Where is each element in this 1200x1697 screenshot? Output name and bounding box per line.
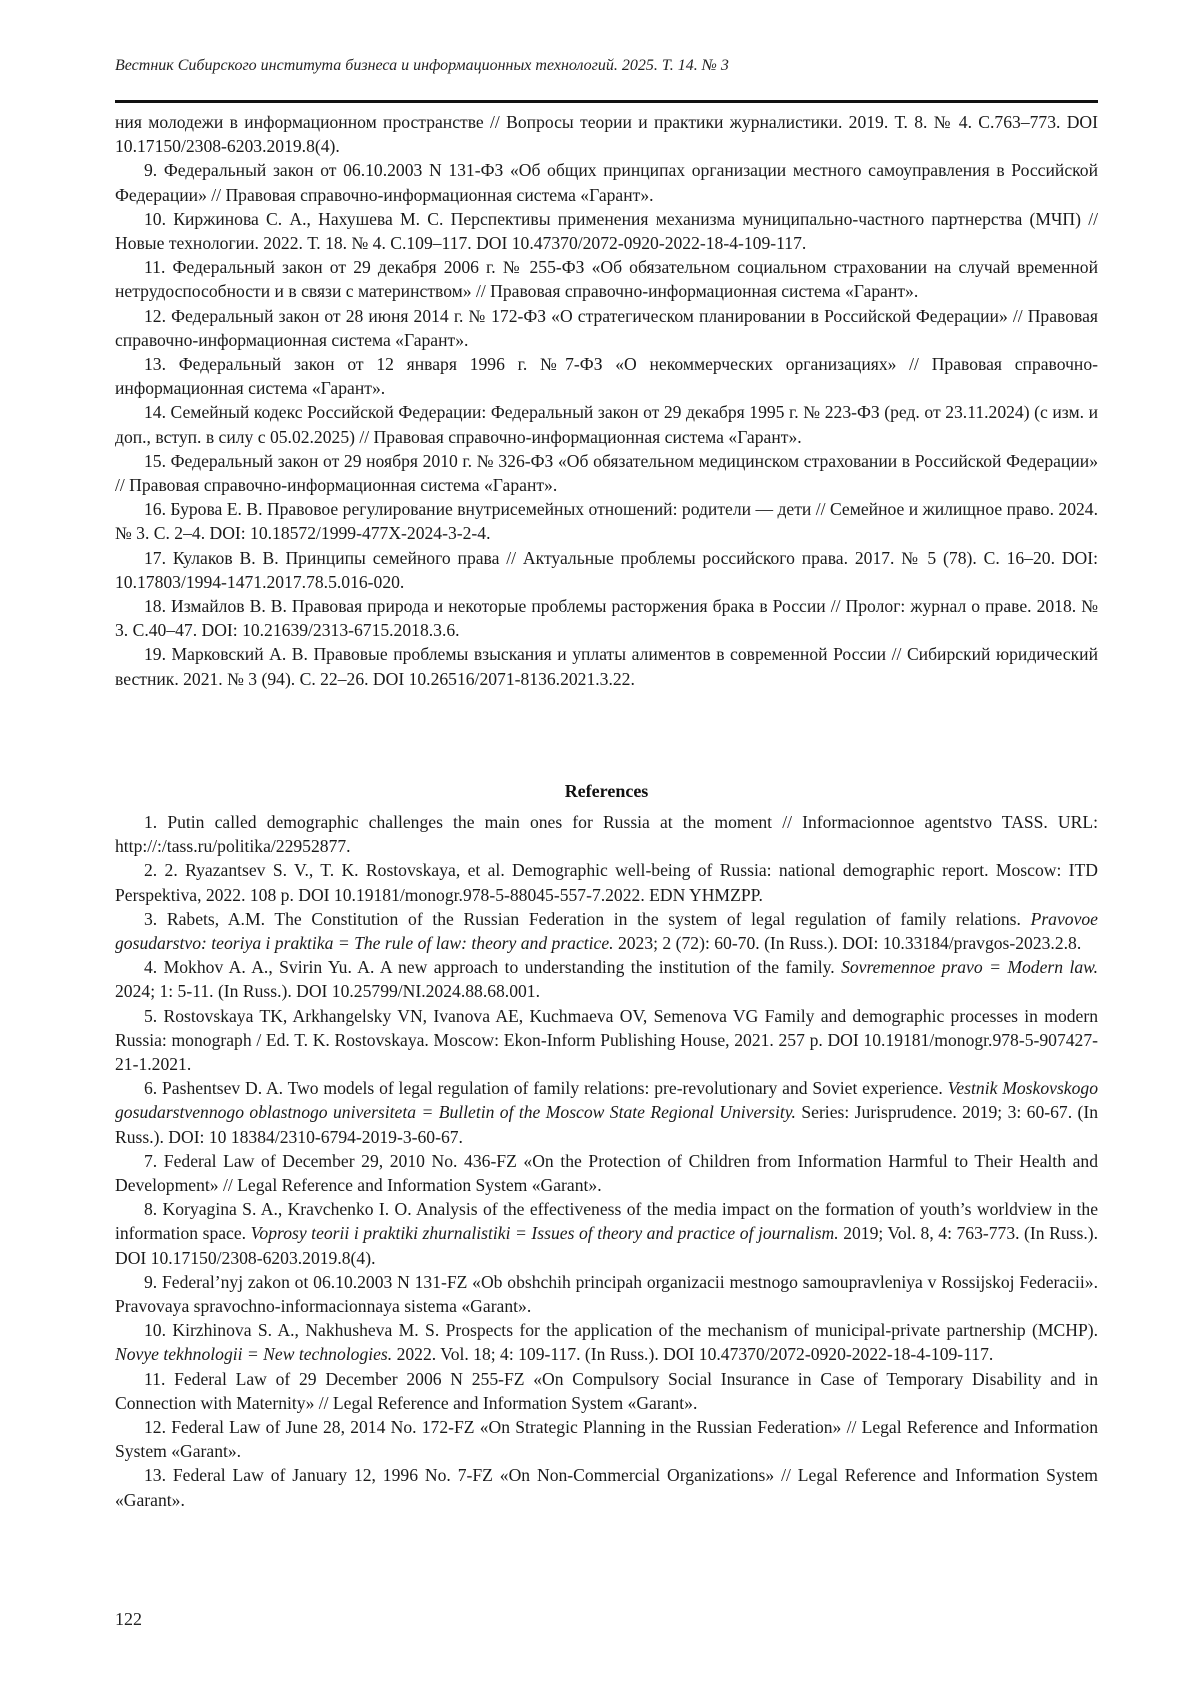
- reference-8-continuation: ния молодежи в информационном пространстве // Вопросы теории и практики журналистики. 2019. Т. 8. № 4. С.763–773. DOI 10.17150/2308-6203.2019.8(4).: [115, 110, 1098, 158]
- en-reference-6: [115, 1076, 1098, 1149]
- en-reference-2: 2. 2. Ryazantsev S. V., T. K. Rostovskaya, et al. Demographic well-being of Russia: national demographic report. Moscow: ITD Perspektiva, 2022. 108 p. DOI 10.19181/monogr.978-5-88045-557-7.2022. EDN YHMZPP.: [115, 858, 1098, 906]
- references-heading: References: [115, 781, 1098, 802]
- en-reference-4-tail: 2024; 1: 5-11. (In Russ.). DOI 10.25799/NI.2024.88.68.001.: [115, 981, 540, 1001]
- en-reference-1: 1. Putin called demographic challenges the main ones for Russia at the moment // Informacionnoe agentstvo TASS. URL: http://:/tass.ru/politika/22952877.: [115, 810, 1098, 858]
- en-reference-6-tail: Series: Jurisprudence. 2019; 3: 60-67. (In Russ.). DOI: 10 18384/2310-6794-2019-3-60-67.: [115, 1102, 1098, 1146]
- header-rule: [115, 100, 1098, 103]
- en-reference-8: [115, 1197, 1098, 1270]
- en-reference-10: [115, 1318, 1098, 1366]
- reference-14: 14. Семейный кодекс Российской Федерации: Федеральный закон от 29 декабря 1995 г. № 223-ФЗ (ред. от 23.11.2024) (с изм. и доп., вступ. в силу с 05.02.2025) // Правовая справочно-информационная система «Гарант».: [115, 400, 1098, 448]
- en-reference-10-tail: 2022. Vol. 18; 4: 109-117. (In Russ.). DOI 10.47370/2072-0920-2022-18-4-109-117.: [392, 1344, 993, 1364]
- en-reference-6-journal: Vestnik Moskovskogo gosudarstvennogo oblastnogo universiteta = Bulletin of the Moscow State Regional University.: [115, 1078, 1098, 1122]
- en-reference-9: 9. Federal’nyj zakon ot 06.10.2003 N 131-FZ «Ob obshchih principah organizacii mestnogo samoupravleniya v Rossijskoj Federacii». Pravovaya spravochno-informacionnaya sistema «Garant».: [115, 1270, 1098, 1318]
- en-reference-10-journal: Novye tekhnologii = New technologies.: [115, 1344, 392, 1364]
- en-reference-12: 12. Federal Law of June 28, 2014 No. 172-FZ «On Strategic Planning in the Russian Federation» // Legal Reference and Information System «Garant».: [115, 1415, 1098, 1463]
- en-reference-10-text: 10. Kirzhinova S. A., Nakhusheva M. S. Prospects for the application of the mechanism of municipal-private partnership (MCHP).: [144, 1320, 1098, 1340]
- en-reference-3: [115, 907, 1098, 955]
- reference-13: 13. Федеральный закон от 12 января 1996 г. №7-ФЗ «О некоммерческих организациях» // Правовая справочно-информационная система «Гарант».: [115, 352, 1098, 400]
- page-number: 122: [115, 1609, 142, 1630]
- en-reference-3-tail: 2023; 2 (72): 60-70. (In Russ.). DOI: 10.33184/pravgos-2023.2.8.: [614, 933, 1082, 953]
- en-reference-8-text: 8. Koryagina S. A., Kravchenko I. O. Analysis of the effectiveness of the media impact on the formation of youth’s worldview in the information space.: [115, 1199, 1098, 1243]
- en-reference-13: 13. Federal Law of January 12, 1996 No. 7-FZ «On Non-Commercial Organizations» // Legal Reference and Information System «Garant».: [115, 1463, 1098, 1511]
- running-header: Вестник Сибирского института бизнеса и информационных технологий. 2025. Т. 14. № 3: [115, 57, 729, 75]
- en-reference-4-journal: Sovremennoe pravo = Modern law.: [841, 957, 1098, 977]
- reference-10: 10. Киржинова С. А., Нахушева М. С. Перспективы применения механизма муниципально-частного партнерства (МЧП) // Новые технологии. 2022. Т. 18. № 4. С.109–117. DOI 10.47370/2072-0920-2022-18-4-109-117.: [115, 207, 1098, 255]
- en-reference-8-tail: 2019; Vol. 8, 4: 763-773. (In Russ.). DOI 10.17150/2308-6203.2019.8(4).: [115, 1223, 1098, 1267]
- en-reference-5: 5. Rostovskaya TK, Arkhangelsky VN, Ivanova AE, Kuchmaeva OV, Semenova VG Family and demographic processes in modern Russia: monograph / Ed. T. K. Rostovskaya. Moscow: Ekon-Inform Publishing House, 2021. 257 p. DOI 10.19181/monogr.978-5-907427-21-1.2021.: [115, 1004, 1098, 1077]
- en-reference-6-text: 6. Pashentsev D. A. Two models of legal regulation of family relations: pre-revolutionary and Soviet experience.: [144, 1078, 948, 1098]
- reference-9: 9. Федеральный закон от 06.10.2003 N 131-ФЗ «Об общих принципах организации местного самоуправления в Российской Федерации» // Правовая справочно-информационная система «Гарант».: [115, 158, 1098, 206]
- en-reference-4-text: 4. Mokhov A. A., Svirin Yu. A. A new approach to understanding the institution of the family.: [144, 957, 841, 977]
- journal-page: [0, 0, 1200, 1697]
- reference-19: 19. Марковский А. В. Правовые проблемы взыскания и уплаты алиментов в современной России // Сибирский юридический вестник. 2021. № 3 (94). С. 22–26. DOI 10.26516/2071-8136.2021.3.22.: [115, 642, 1098, 690]
- en-reference-4: [115, 955, 1098, 1003]
- reference-12: 12. Федеральный закон от 28 июня 2014 г. № 172-ФЗ «О стратегическом планировании в Российской Федерации» // Правовая справочно-информационная система «Гарант».: [115, 304, 1098, 352]
- reference-15: 15. Федеральный закон от 29 ноября 2010 г. № 326-ФЗ «Об обязательном медицинском страховании в Российской Федерации» // Правовая справочно-информационная система «Гарант».: [115, 449, 1098, 497]
- en-reference-3-journal: Pravovoe gosudarstvo: teoriya i praktika = The rule of law: theory and practice.: [115, 909, 1098, 953]
- reference-16: 16. Бурова Е. В. Правовое регулирование внутрисемейных отношений: родители — дети // Семейное и жилищное право. 2024. № 3. С. 2–4. DOI: 10.18572/1999-477X-2024-3-2-4.: [115, 497, 1098, 545]
- reference-18: 18. Измайлов В. В. Правовая природа и некоторые проблемы расторжения брака в России // Пролог: журнал о праве. 2018. № 3. С.40–47. DOI: 10.21639/2313-6715.2018.3.6.: [115, 594, 1098, 642]
- en-reference-3-text: 3. Rabets, A.M. The Constitution of the Russian Federation in the system of legal regulation of family relations.: [144, 909, 1031, 929]
- reference-17: 17. Кулаков В. В. Принципы семейного права // Актуальные проблемы российского права. 2017. № 5 (78). С. 16–20. DOI: 10.17803/1994-1471.2017.78.5.016-020.: [115, 546, 1098, 594]
- en-reference-11: 11. Federal Law of 29 December 2006 N 255-FZ «On Compulsory Social Insurance in Case of Temporary Disability and in Connection with Maternity» // Legal Reference and Information System «Garant».: [115, 1367, 1098, 1415]
- russian-references: [115, 110, 1098, 691]
- reference-11: 11. Федеральный закон от 29 декабря 2006 г. № 255-ФЗ «Об обязательном социальном страховании на случай временной нетрудоспособности и в связи с материнством» // Правовая справочно-информационная система «Гарант».: [115, 255, 1098, 303]
- en-reference-7: 7. Federal Law of December 29, 2010 No. 436-FZ «On the Protection of Children from Information Harmful to Their Health and Development» // Legal Reference and Information System «Garant».: [115, 1149, 1098, 1197]
- english-references: [115, 810, 1098, 1512]
- en-reference-8-journal: Voprosy teorii i praktiki zhurnalistiki = Issues of theory and practice of journalism.: [251, 1223, 839, 1243]
